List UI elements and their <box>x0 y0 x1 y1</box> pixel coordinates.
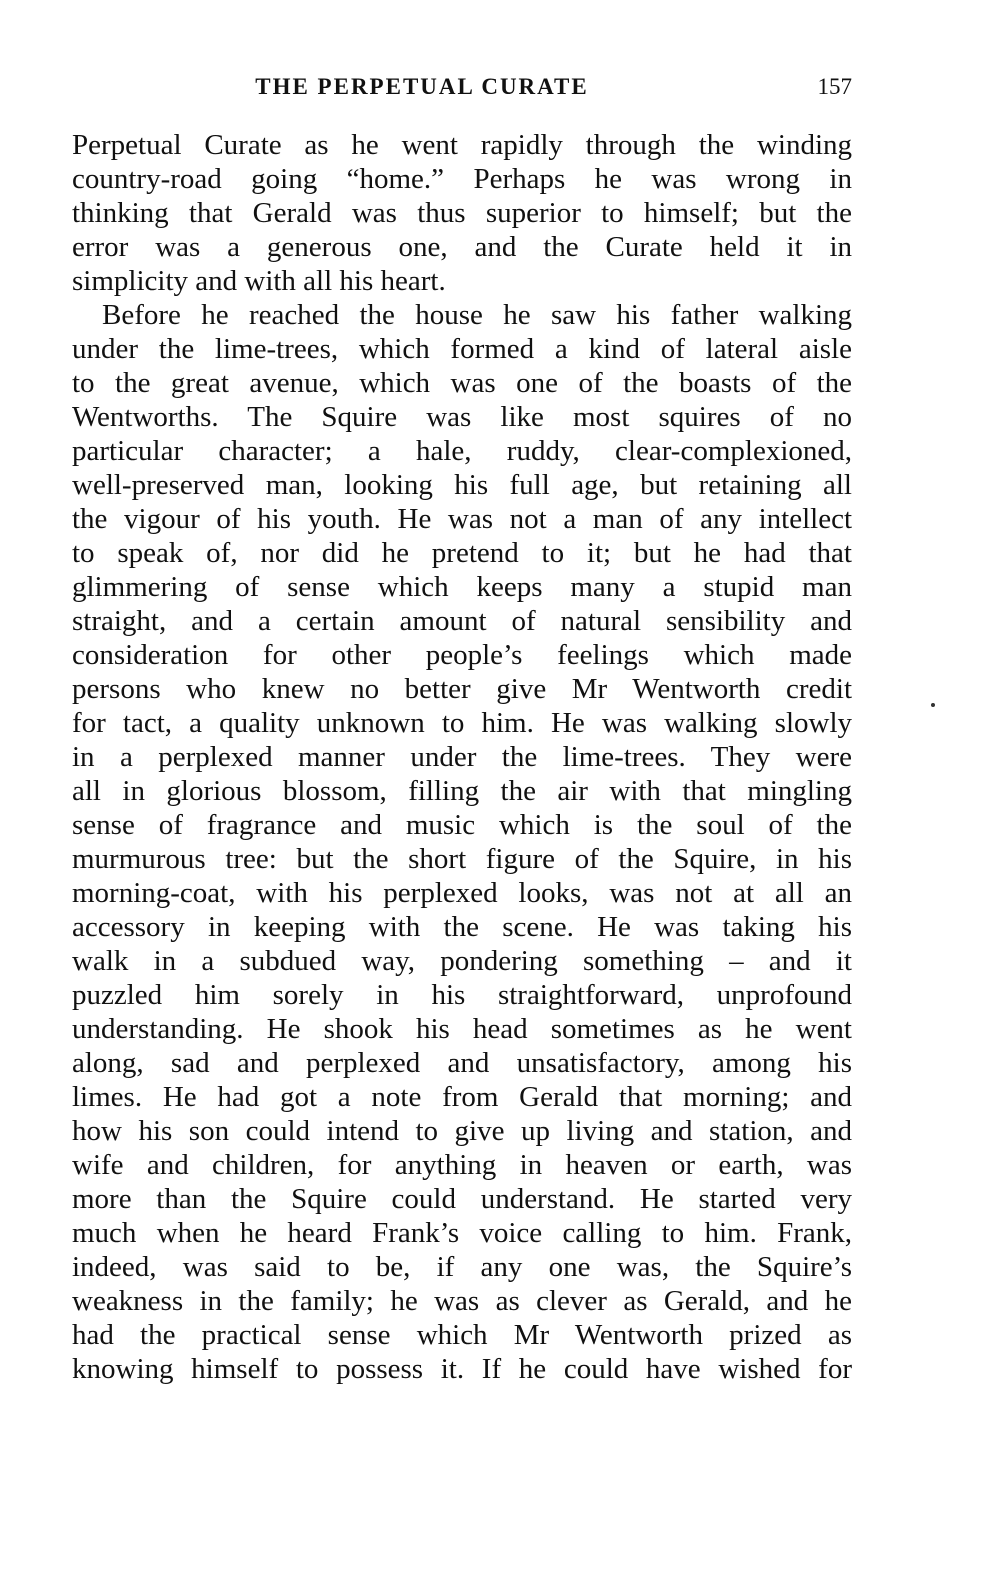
text-line: particular character; a hale, ruddy, clear-complexioned, <box>72 435 852 467</box>
text-line: puzzled him sorely in his straightforward, unprofound <box>72 979 852 1011</box>
text-line: under the lime-trees, which formed a kind of lateral aisle <box>72 333 852 365</box>
text-line: simplicity and with all his heart. <box>72 265 446 297</box>
text-line: consideration for other people’s feelings which made <box>72 639 852 671</box>
text-line: understanding. He shook his head sometimes as he went <box>72 1013 852 1045</box>
text-line: in a perplexed manner under the lime-trees. They were <box>72 741 852 773</box>
text-line: Perpetual Curate as he went rapidly through the winding <box>72 129 852 161</box>
running-title: THE PERPETUAL CURATE <box>255 74 589 99</box>
running-head <box>72 70 852 104</box>
text-line: glimmering of sense which keeps many a stupid man <box>72 571 852 603</box>
text-line: error was a generous one, and the Curate held it in <box>72 231 852 263</box>
page-number: 157 <box>817 74 852 99</box>
print-speck <box>931 703 935 707</box>
text-line: Before he reached the house he saw his father walking <box>102 299 852 331</box>
text-line: weakness in the family; he was as clever as Gerald, and he <box>72 1285 852 1317</box>
text-line: morning-coat, with his perplexed looks, was not at all an <box>72 877 852 909</box>
paragraph <box>72 128 852 298</box>
text-line: for tact, a quality unknown to him. He was walking slowly <box>72 707 852 739</box>
text-line: limes. He had got a note from Gerald that morning; and <box>72 1081 852 1113</box>
text-line: had the practical sense which Mr Wentworth prized as <box>72 1319 852 1351</box>
text-line: more than the Squire could understand. He started very <box>72 1183 852 1215</box>
text-line: how his son could intend to give up living and station, and <box>72 1115 852 1147</box>
text-line: murmurous tree: but the short figure of the Squire, in his <box>72 843 852 875</box>
text-line: indeed, was said to be, if any one was, the Squire’s <box>72 1251 852 1283</box>
text-line: all in glorious blossom, filling the air with that mingling <box>72 775 852 807</box>
text-line: well-preserved man, looking his full age, but retaining all <box>72 469 852 501</box>
text-line: the vigour of his youth. He was not a man of any intellect <box>72 503 852 535</box>
text-line: country-road going “home.” Perhaps he was wrong in <box>72 163 852 195</box>
text-line: thinking that Gerald was thus superior to himself; but the <box>72 197 852 229</box>
text-line: walk in a subdued way, pondering something – and it <box>72 945 852 977</box>
paragraph <box>72 298 852 1386</box>
text-line: to speak of, nor did he pretend to it; but he had that <box>72 537 852 569</box>
text-line: knowing himself to possess it. If he could have wished for <box>72 1353 852 1385</box>
text-line: straight, and a certain amount of natural sensibility and <box>72 605 852 637</box>
text-line: Wentworths. The Squire was like most squires of no <box>72 401 852 433</box>
text-line: along, sad and perplexed and unsatisfactory, among his <box>72 1047 852 1079</box>
text-line: wife and children, for anything in heaven or earth, was <box>72 1149 852 1181</box>
text-line: persons who knew no better give Mr Wentworth credit <box>72 673 852 705</box>
text-line: sense of fragrance and music which is the soul of the <box>72 809 852 841</box>
text-line: much when he heard Frank’s voice calling to him. Frank, <box>72 1217 852 1249</box>
text-line: to the great avenue, which was one of the boasts of the <box>72 367 852 399</box>
text-line: accessory in keeping with the scene. He was taking his <box>72 911 852 943</box>
body-text <box>72 128 852 1386</box>
